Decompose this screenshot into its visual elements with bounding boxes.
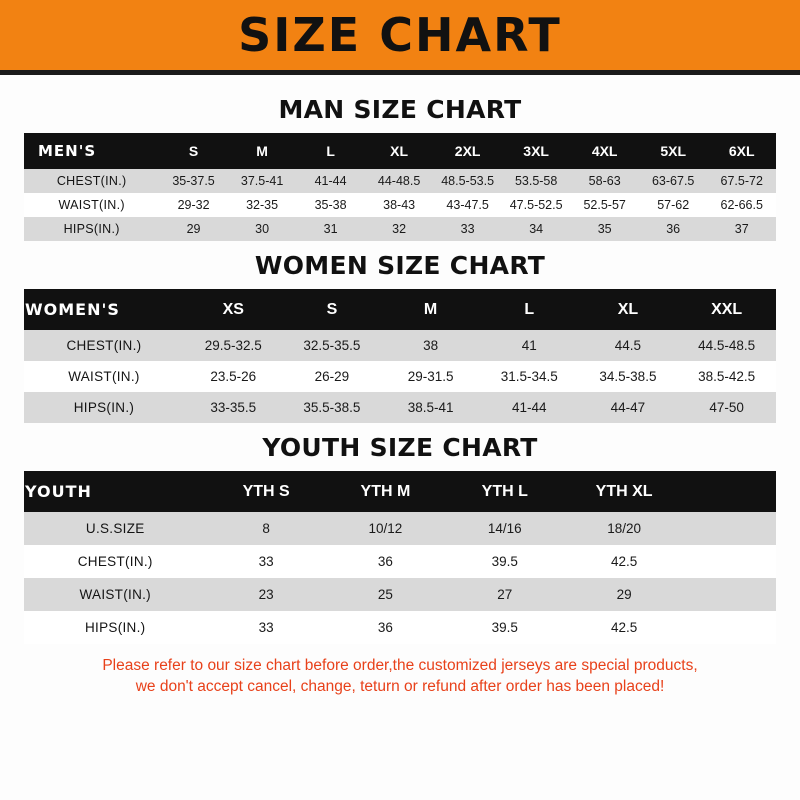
youth-r3-spacer bbox=[684, 611, 776, 644]
youth-table-body bbox=[24, 512, 776, 644]
women-col-2: M bbox=[381, 289, 480, 330]
youth-r3c2: 39.5 bbox=[445, 611, 564, 644]
youth-r0c2: 14/16 bbox=[445, 512, 564, 545]
footer-note bbox=[24, 656, 776, 698]
youth-col-spacer bbox=[684, 471, 776, 512]
man-r2c7: 36 bbox=[639, 217, 708, 241]
table-row bbox=[24, 193, 776, 217]
man-col-1: M bbox=[228, 133, 297, 169]
youth-row-2-label: WAIST(IN.) bbox=[24, 578, 206, 611]
man-r1c8: 62-66.5 bbox=[707, 193, 776, 217]
youth-r1-spacer bbox=[684, 545, 776, 578]
women-r2c1: 35.5-38.5 bbox=[283, 392, 382, 423]
youth-table-head bbox=[24, 471, 776, 512]
man-r0c1: 37.5-41 bbox=[228, 169, 297, 193]
man-r0c4: 48.5-53.5 bbox=[433, 169, 502, 193]
youth-col-0: YTH S bbox=[206, 471, 325, 512]
women-corner-label: WOMEN'S bbox=[24, 289, 184, 330]
man-r0c6: 58-63 bbox=[570, 169, 639, 193]
youth-r0c0: 8 bbox=[206, 512, 325, 545]
women-r2c2: 38.5-41 bbox=[381, 392, 480, 423]
women-r1c5: 38.5-42.5 bbox=[677, 361, 776, 392]
section-man-size-chart bbox=[24, 95, 776, 241]
women-col-3: L bbox=[480, 289, 579, 330]
man-col-7: 5XL bbox=[639, 133, 708, 169]
youth-row-3-label: HIPS(IN.) bbox=[24, 611, 206, 644]
table-row bbox=[24, 169, 776, 193]
women-r0c0: 29.5-32.5 bbox=[184, 330, 283, 361]
youth-r1c2: 39.5 bbox=[445, 545, 564, 578]
women-r1c0: 23.5-26 bbox=[184, 361, 283, 392]
man-r1c1: 32-35 bbox=[228, 193, 297, 217]
man-r1c2: 35-38 bbox=[296, 193, 365, 217]
section-title-women: WOMEN SIZE CHART bbox=[254, 251, 546, 280]
table-row bbox=[24, 611, 776, 644]
man-r2c6: 35 bbox=[570, 217, 639, 241]
youth-r0c1: 10/12 bbox=[326, 512, 445, 545]
youth-r3c3: 42.5 bbox=[564, 611, 683, 644]
section-women-size-chart bbox=[24, 251, 776, 423]
man-row-1-label: WAIST(IN.) bbox=[24, 193, 159, 217]
women-r1c2: 29-31.5 bbox=[381, 361, 480, 392]
man-r0c2: 41-44 bbox=[296, 169, 365, 193]
women-header-row bbox=[24, 289, 776, 330]
table-row bbox=[24, 578, 776, 611]
youth-row-1-label: CHEST(IN.) bbox=[24, 545, 206, 578]
women-r1c1: 26-29 bbox=[283, 361, 382, 392]
women-row-1-label: WAIST(IN.) bbox=[24, 361, 184, 392]
chart-content bbox=[0, 75, 800, 698]
man-col-0: S bbox=[159, 133, 228, 169]
youth-r0c3: 18/20 bbox=[564, 512, 683, 545]
man-r2c4: 33 bbox=[433, 217, 502, 241]
youth-corner-label: YOUTH bbox=[24, 471, 206, 512]
women-r1c4: 34.5-38.5 bbox=[579, 361, 678, 392]
table-row bbox=[24, 330, 776, 361]
youth-r2-spacer bbox=[684, 578, 776, 611]
man-r1c3: 38-43 bbox=[365, 193, 434, 217]
footer-note-line1: Please refer to our size chart before order,the customized jerseys are special products, bbox=[102, 657, 698, 674]
youth-r1c3: 42.5 bbox=[564, 545, 683, 578]
man-r2c1: 30 bbox=[228, 217, 297, 241]
table-row bbox=[24, 392, 776, 423]
man-corner-label: MEN'S bbox=[24, 133, 159, 169]
man-r0c7: 63-67.5 bbox=[639, 169, 708, 193]
women-col-4: XL bbox=[579, 289, 678, 330]
man-r0c0: 35-37.5 bbox=[159, 169, 228, 193]
table-row bbox=[24, 512, 776, 545]
women-size-table bbox=[24, 289, 776, 423]
man-r0c5: 53.5-58 bbox=[502, 169, 571, 193]
man-r2c3: 32 bbox=[365, 217, 434, 241]
women-r0c3: 41 bbox=[480, 330, 579, 361]
youth-row-0-label: U.S.SIZE bbox=[24, 512, 206, 545]
women-r2c3: 41-44 bbox=[480, 392, 579, 423]
footer-note-line2: we don't accept cancel, change, teturn or refund after order has been placed! bbox=[135, 677, 665, 695]
youth-r2c2: 27 bbox=[445, 578, 564, 611]
man-r2c2: 31 bbox=[296, 217, 365, 241]
header-band bbox=[0, 0, 800, 70]
man-r0c8: 67.5-72 bbox=[707, 169, 776, 193]
man-col-3: XL bbox=[365, 133, 434, 169]
man-row-0-label: CHEST(IN.) bbox=[24, 169, 159, 193]
man-r0c3: 44-48.5 bbox=[365, 169, 434, 193]
women-table-body bbox=[24, 330, 776, 423]
youth-r2c3: 29 bbox=[564, 578, 683, 611]
women-row-2-label: HIPS(IN.) bbox=[24, 392, 184, 423]
man-header-row bbox=[24, 133, 776, 169]
youth-r1c0: 33 bbox=[206, 545, 325, 578]
man-col-8: 6XL bbox=[707, 133, 776, 169]
man-row-2-label: HIPS(IN.) bbox=[24, 217, 159, 241]
man-r2c0: 29 bbox=[159, 217, 228, 241]
page-title: SIZE CHART bbox=[238, 8, 562, 62]
man-table-body bbox=[24, 169, 776, 241]
youth-header-row bbox=[24, 471, 776, 512]
women-r0c5: 44.5-48.5 bbox=[677, 330, 776, 361]
man-r2c5: 34 bbox=[502, 217, 571, 241]
youth-col-2: YTH L bbox=[445, 471, 564, 512]
man-table-head bbox=[24, 133, 776, 169]
youth-r0-spacer bbox=[684, 512, 776, 545]
table-row bbox=[24, 545, 776, 578]
man-r1c0: 29-32 bbox=[159, 193, 228, 217]
women-col-5: XXL bbox=[677, 289, 776, 330]
man-col-2: L bbox=[296, 133, 365, 169]
man-col-6: 4XL bbox=[570, 133, 639, 169]
table-row bbox=[24, 217, 776, 241]
youth-col-1: YTH M bbox=[326, 471, 445, 512]
women-col-1: S bbox=[283, 289, 382, 330]
man-r2c8: 37 bbox=[707, 217, 776, 241]
women-r2c0: 33-35.5 bbox=[184, 392, 283, 423]
man-r1c6: 52.5-57 bbox=[570, 193, 639, 217]
table-row bbox=[24, 361, 776, 392]
women-row-0-label: CHEST(IN.) bbox=[24, 330, 184, 361]
youth-r1c1: 36 bbox=[326, 545, 445, 578]
youth-r3c1: 36 bbox=[326, 611, 445, 644]
youth-r3c0: 33 bbox=[206, 611, 325, 644]
section-title-youth: YOUTH SIZE CHART bbox=[262, 433, 538, 462]
women-table-head bbox=[24, 289, 776, 330]
man-r1c4: 43-47.5 bbox=[433, 193, 502, 217]
women-r2c4: 44-47 bbox=[579, 392, 678, 423]
man-r1c5: 47.5-52.5 bbox=[502, 193, 571, 217]
section-youth-size-chart bbox=[24, 433, 776, 644]
youth-col-3: YTH XL bbox=[564, 471, 683, 512]
women-col-0: XS bbox=[184, 289, 283, 330]
women-r0c2: 38 bbox=[381, 330, 480, 361]
youth-size-table bbox=[24, 471, 776, 644]
man-size-table bbox=[24, 133, 776, 241]
man-r1c7: 57-62 bbox=[639, 193, 708, 217]
youth-r2c0: 23 bbox=[206, 578, 325, 611]
women-r1c3: 31.5-34.5 bbox=[480, 361, 579, 392]
section-title-man: MAN SIZE CHART bbox=[278, 95, 522, 124]
man-col-4: 2XL bbox=[433, 133, 502, 169]
women-r2c5: 47-50 bbox=[677, 392, 776, 423]
man-col-5: 3XL bbox=[502, 133, 571, 169]
women-r0c4: 44.5 bbox=[579, 330, 678, 361]
women-r0c1: 32.5-35.5 bbox=[283, 330, 382, 361]
youth-r2c1: 25 bbox=[326, 578, 445, 611]
